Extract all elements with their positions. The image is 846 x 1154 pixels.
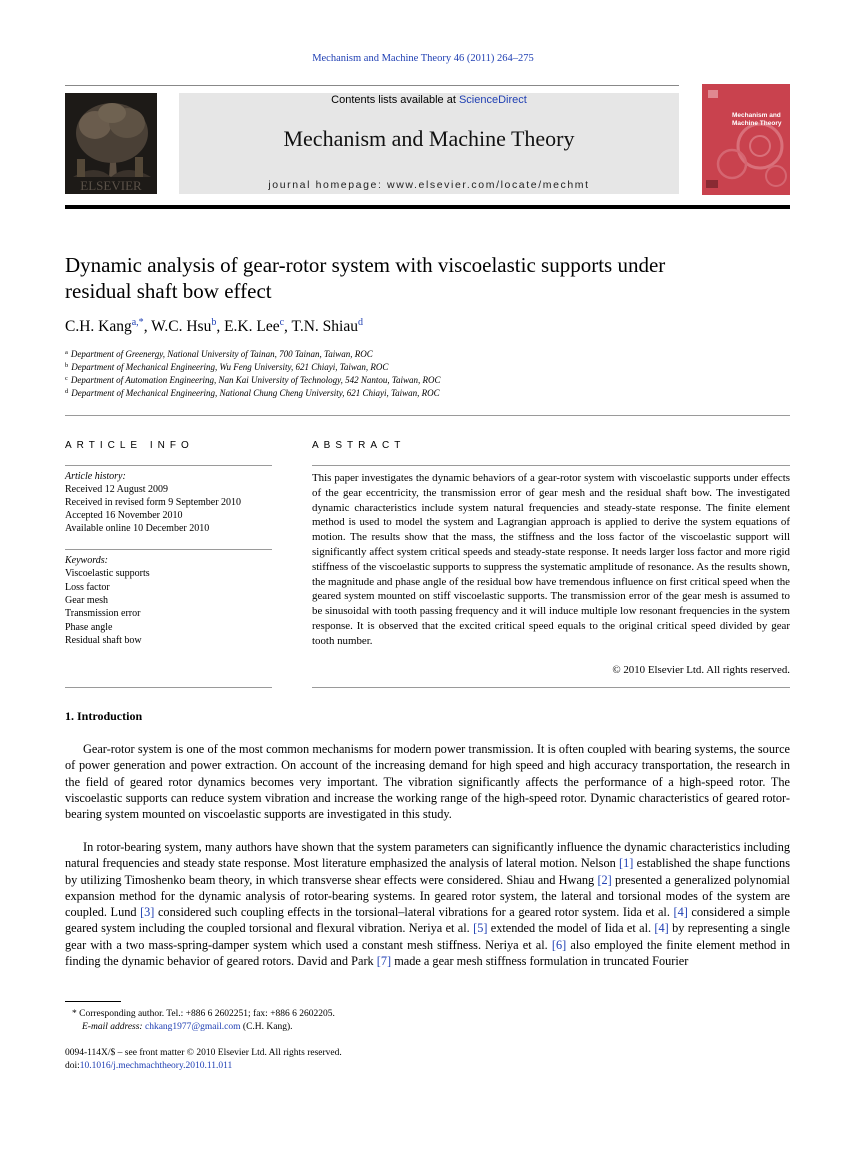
keyword: Viscoelastic supports	[65, 568, 150, 579]
journal-banner	[179, 93, 679, 194]
article-title	[65, 252, 790, 304]
text-run: established the shape functions by utilizing Timoshenko beam theory, in which transverse shear effects were considered. Shiau and Hwang	[65, 856, 790, 887]
email-label: E-mail address:	[82, 1022, 145, 1032]
affiliation	[65, 375, 441, 385]
email-suffix: (C.H. Kang).	[240, 1022, 293, 1032]
contents-line	[179, 93, 679, 106]
author-affiliation-mark[interactable]: b	[211, 317, 217, 328]
intro-paragraph-1	[65, 741, 790, 822]
text-run: In rotor-bearing system, many authors have shown that the system parameters can significantly influence the dynamic characteristics including natural frequencies and steady state response. Most literature emphasized the analysis of lateral motion. Nelson	[65, 840, 790, 871]
history-item: Accepted 16 November 2010	[65, 510, 183, 521]
keyword: Loss factor	[65, 582, 110, 593]
email-note	[82, 1022, 293, 1032]
homepage-url-link[interactable]: www.elsevier.com/locate/mechmt	[387, 179, 590, 191]
article-info-heading: ARTICLE INFO	[65, 440, 194, 451]
footnote-rule	[65, 1001, 121, 1002]
intro-paragraph-2	[65, 839, 790, 969]
author-name: W.C. Hsu	[151, 318, 212, 335]
author-name: T.N. Shiau	[291, 318, 358, 335]
journal-cover[interactable]	[702, 84, 790, 195]
section-heading: 1. Introduction	[65, 709, 143, 723]
abstract-bottom-rule	[312, 687, 790, 688]
keyword: Gear mesh	[65, 595, 109, 606]
author-affiliation-mark[interactable]: c	[279, 317, 285, 328]
journal-citation[interactable]: Mechanism and Machine Theory 46 (2011) 264–275	[312, 53, 534, 64]
header-divider	[65, 415, 790, 416]
affiliation	[65, 362, 388, 372]
keyword: Phase angle	[65, 622, 113, 633]
sciencedirect-link[interactable]: ScienceDirect	[458, 94, 527, 106]
article-info-bottom-rule	[65, 687, 272, 688]
abstract-rule	[312, 465, 790, 466]
affiliation-text: Department of Automation Engineering, Nan Kai University of Technology, 542 Nantou, Taiwan, ROC	[70, 375, 441, 385]
history-label: Article history:	[65, 471, 126, 482]
journal-homepage	[179, 179, 679, 191]
keywords-rule	[65, 549, 272, 550]
journal-name: Mechanism and Machine Theory	[283, 126, 575, 151]
author-name: C.H. Kang	[65, 318, 132, 335]
reference-link[interactable]: [5]	[473, 921, 488, 936]
affiliation-text: Department of Greenergy, National University of Tainan, 700 Tainan, Taiwan, ROC	[70, 349, 373, 359]
affiliation	[65, 349, 373, 359]
history-item: Available online 10 December 2010	[65, 523, 210, 534]
article-title-line-2: residual shaft bow effect	[65, 279, 272, 303]
author-affiliation-mark[interactable]: d	[357, 317, 363, 328]
masthead-thick-rule	[65, 205, 790, 209]
elsevier-logo[interactable]	[65, 93, 157, 194]
text-run: extended the model of Iida et al.	[487, 921, 655, 936]
history-item: Received 12 August 2009	[65, 484, 169, 495]
logo-wordmark: ELSEVIER	[80, 178, 142, 193]
author-affiliation-mark[interactable]: a,*	[131, 317, 144, 328]
doi-line	[65, 1061, 232, 1071]
author-separator: ,	[284, 318, 292, 335]
affiliation	[65, 388, 440, 398]
text-run: made a gear mesh stiffness formulation in truncated Fourier	[391, 953, 689, 968]
history-item: Received in revised form 9 September 2010	[65, 497, 242, 508]
author-name: E.K. Lee	[224, 318, 280, 335]
doi-link[interactable]: 10.1016/j.mechmachtheory.2010.11.011	[79, 1061, 233, 1071]
text-run: considered a simple geared system including the coupled torsional and flexural vibration. Neriya et al.	[65, 905, 790, 936]
article-info-rule	[65, 465, 272, 466]
text-run: considered such coupling effects in the torsional–lateral vibrations for a geared rotor system. Iida et al.	[154, 905, 674, 919]
author-list	[65, 317, 363, 336]
author-separator: ,	[216, 318, 225, 335]
affiliation-mark: a	[65, 349, 68, 356]
article-title-line-1: Dynamic analysis of gear-rotor system with viscoelastic supports under	[65, 253, 666, 277]
affiliation-mark: c	[65, 375, 68, 382]
author-separator: ,	[143, 318, 152, 335]
contents-prefix: Contents lists available at	[331, 94, 459, 106]
issn-line: 0094-114X/$ – see front matter © 2010 Elsevier Ltd. All rights reserved.	[65, 1048, 342, 1058]
reference-link[interactable]: [3]	[140, 905, 155, 919]
homepage-label: journal homepage:	[268, 179, 388, 191]
text-run: by representing a single gear with a two mass-spring-damper system which used a constant mesh stiffness. Neriya et al.	[65, 921, 790, 952]
keywords-label: Keywords:	[65, 555, 108, 566]
copyright-notice: © 2010 Elsevier Ltd. All rights reserved.	[612, 664, 790, 676]
email-link[interactable]: chkang1977@gmail.com	[144, 1022, 241, 1032]
keyword: Residual shaft bow	[65, 635, 142, 646]
abstract-heading: ABSTRACT	[312, 440, 406, 451]
text-run: also employed the finite element method in finding the dynamic behavior of geared rotors. David and Park	[65, 937, 790, 968]
corresponding-author-note: * Corresponding author. Tel.: +886 6 2602251; fax: +886 6 2602205.	[72, 1009, 335, 1019]
cover-title: Mechanism and Machine Theory	[732, 112, 782, 127]
reference-link[interactable]: [4]	[673, 905, 688, 919]
abstract-text: This paper investigates the dynamic behaviors of a gear-rotor system with viscoelastic supports under effects of the gear eccentricity, the transmission error of gear mesh and the residual shaft bow. The investigated dynamic characteristics include system natural frequencies and steady-state response. The finite element method is used to model the system and Lagrangian approach is applied to derive the system equations of motion. The results show that the mass, the stiffness and the loss factor of the viscoelastic support will significantly affect system critical speeds and steady-state response. It needs larger loss factor and more rigid stiffness of the viscoelastic supports to suppress the systematic amplitude of resonance. As the results shown, the magnitude and phase angle of the residual bow have tremendous influence on first critical speed when the geared system mounted on stiff viscoelastic supports. The transmission error of the gear mesh is assumed to be sinusoidal with tooth passing frequency and it will induce multiple low resonant frequencies in the system response. It is observed that the excited critical speed equals to the original critical speed divided by gear tooth number.	[312, 472, 790, 647]
affiliation-mark: d	[65, 388, 69, 395]
doi-label: doi:	[65, 1061, 80, 1071]
paragraph-text: Gear-rotor system is one of the most common mechanisms for modern power transmission. It is often coupled with bearing systems, the source of power generation and power extraction. On account of the increasing demand for high speed and high accuracy transportation, the research in the field of geared rotor dynamics becomes very important. The vibration significantly affects the performance of a high-speed rotor. The viscoelastic supports can reduce system vibration and increase the working range of the high-speed rotor. Dynamic characteristics of geared rotor-bearing system mounted on viscoelastic supports are investigated in this study.	[65, 742, 790, 821]
reference-link[interactable]: [6]	[551, 937, 567, 952]
reference-link[interactable]: [1]	[619, 856, 634, 871]
affiliation-text: Department of Mechanical Engineering, National Chung Cheng University, 621 Chiayi, Taiwan, ROC	[71, 388, 440, 398]
keyword: Transmission error	[65, 608, 141, 619]
reference-link[interactable]: [4]	[654, 921, 669, 936]
elsevier-tree-icon	[65, 93, 157, 194]
affiliation-text: Department of Mechanical Engineering, Wu Feng University, 621 Chiayi, Taiwan, ROC	[71, 362, 389, 372]
reference-link[interactable]: [2]	[597, 872, 612, 887]
reference-link[interactable]: [7]	[376, 953, 392, 968]
paragraph-text	[65, 839, 790, 969]
text-run: presented a generalized polynomial expansion method for the dynamic analysis of rotor-bearing systems. In geared rotor system, the lateral and torsional modes of the system are coupled. Lund	[65, 872, 790, 919]
masthead-top-rule	[65, 85, 679, 86]
affiliation-mark: b	[65, 362, 69, 369]
gear-icon	[702, 84, 790, 195]
